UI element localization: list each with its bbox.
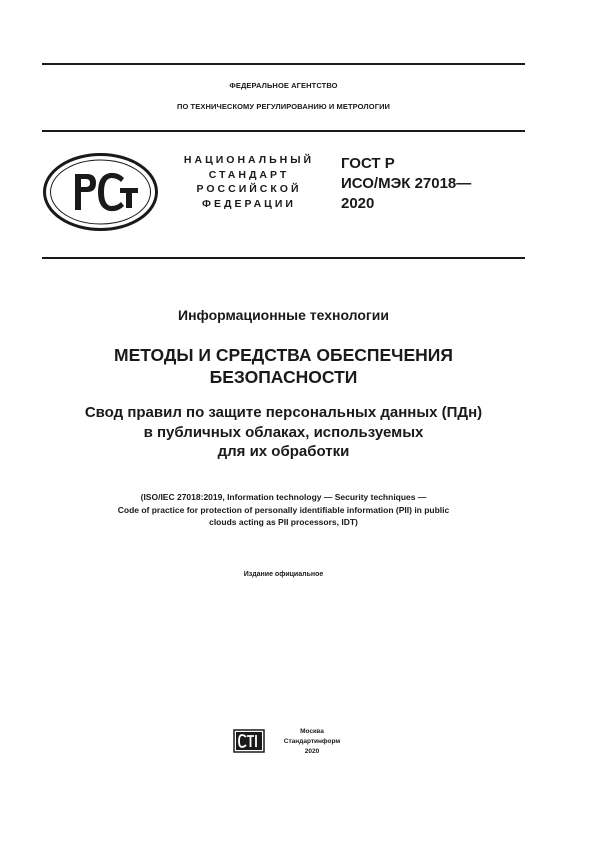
subject-heading: Информационные технологии (178, 307, 389, 323)
edition-note: Издание официальное (243, 571, 324, 578)
standartinform-logo-icon (233, 729, 265, 753)
iso-line-2: Code of practice for protection of personally identifiable information (PII) in public (117, 504, 450, 515)
header-top-rule (42, 130, 525, 132)
iso-line-3: clouds acting as PII processors, IDT) (209, 517, 358, 527)
national-line-2: СТАНДАРТ (208, 168, 290, 181)
subtitle-line-1: Свод правил по защите персональных данных (ПДн) (84, 404, 483, 421)
subtitle (42, 403, 525, 462)
top-rule (42, 63, 525, 65)
publisher-year: 2020 (304, 748, 320, 755)
subtitle-line-2: в публичных облаках, используемых (143, 423, 424, 441)
gost-line-2: ИСО/МЭК 27018— (341, 175, 472, 192)
gost-line-1: ГОСТ Р (341, 155, 395, 172)
main-title-line-1: МЕТОДЫ И СРЕДСТВА ОБЕСПЕЧЕНИЯ (114, 345, 453, 365)
national-standard-label (166, 153, 332, 211)
national-line-3: РОССИЙСКОЙ (196, 183, 302, 195)
publisher-imprint (272, 727, 352, 757)
agency-line-1: ФЕДЕРАЛЬНОЕ АГЕНТСТВО (229, 81, 338, 90)
publisher-name: Стандартинформ (283, 738, 341, 745)
main-title-line-2: БЕЗОПАСНОСТИ (209, 367, 358, 387)
subtitle-line-3: для их обработки (217, 443, 350, 460)
rst-logo-icon (42, 152, 159, 232)
agency-line-2: ПО ТЕХНИЧЕСКОМУ РЕГУЛИРОВАНИЮ И МЕТРОЛОГИИ (176, 102, 391, 111)
national-line-1: НАЦИОНАЛЬНЫЙ (183, 154, 315, 166)
standard-designation (341, 154, 525, 214)
publisher-city: Москва (300, 728, 324, 735)
iso-reference (42, 491, 525, 529)
iso-line-1: (ISO/IEC 27018:2019, Information technology — Security techniques — (140, 492, 427, 502)
national-line-4: ФЕДЕРАЦИИ (202, 197, 296, 210)
header-bottom-rule (42, 257, 525, 259)
gost-line-3: 2020 (341, 195, 375, 212)
main-title (42, 344, 525, 388)
